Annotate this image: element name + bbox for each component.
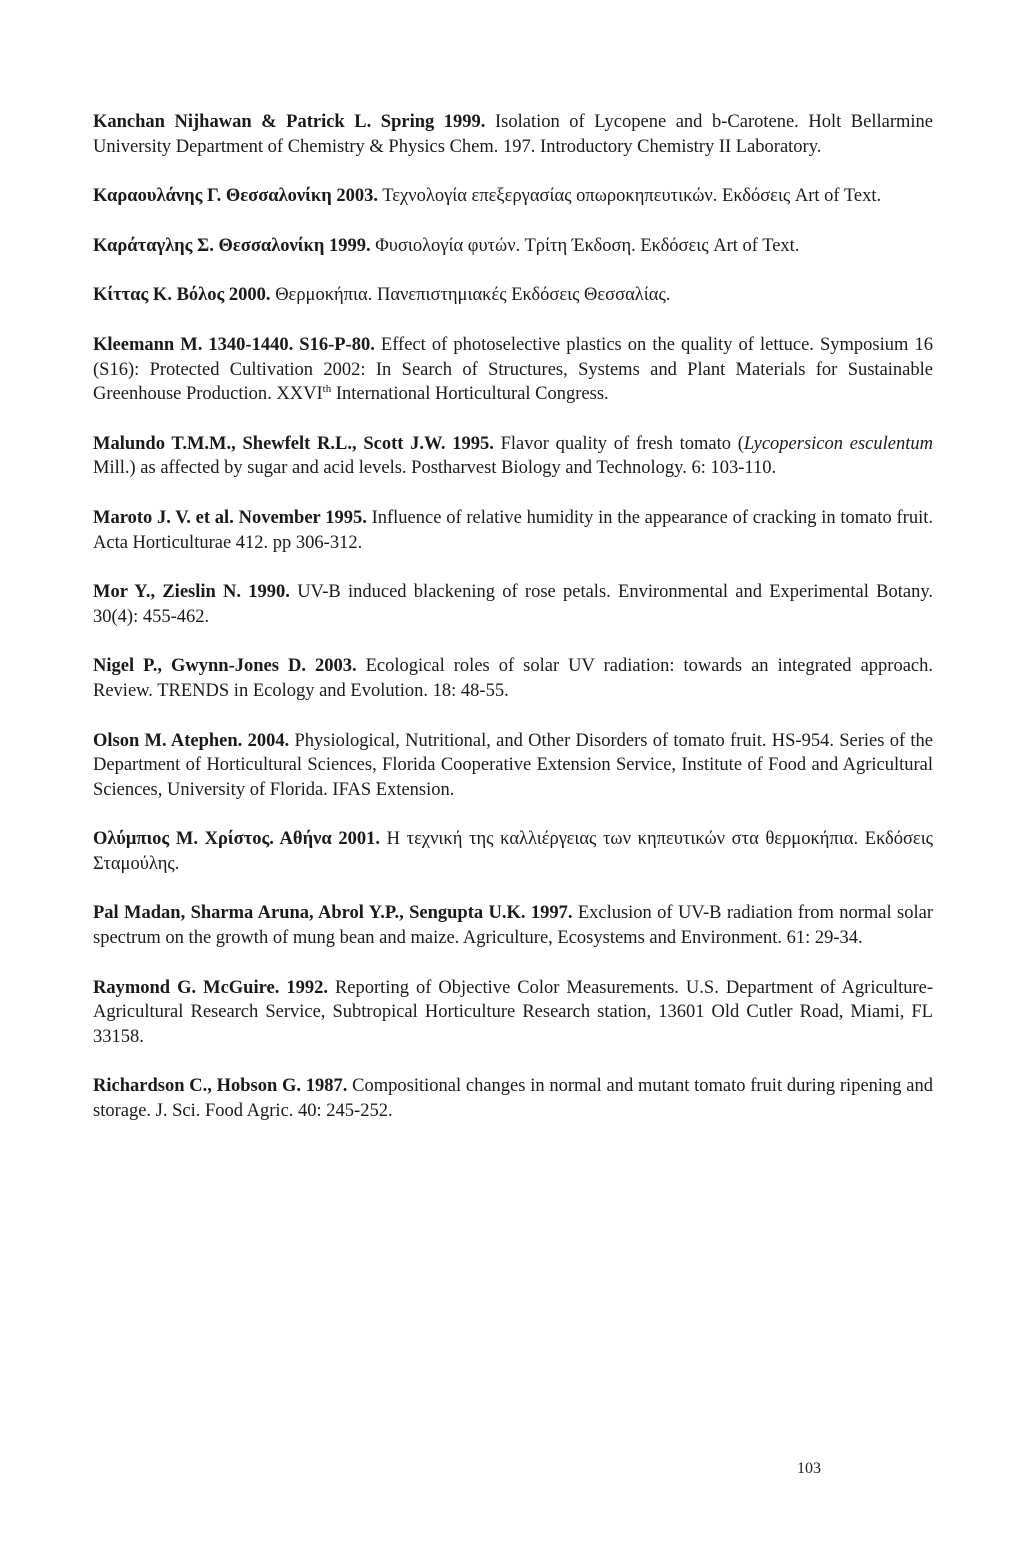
reference-entry: [93, 827, 933, 876]
reference-entry: [93, 901, 933, 950]
reference-superscript: th: [322, 383, 332, 395]
reference-authors: Richardson C., Hobson G. 1987.: [93, 1076, 348, 1097]
reference-authors: Olson M. Atephen. 2004.: [93, 730, 290, 751]
reference-authors: Nigel P., Gwynn-Jones D. 2003.: [93, 656, 357, 677]
reference-text-continued: Mill.) as affected by sugar and acid levels. Postharvest Biology and Technology. 6: 103-110.: [93, 458, 777, 479]
reference-entry: [93, 654, 933, 703]
reference-text: Physiological, Nutritional, and Other Disorders of tomato fruit. HS-954. Series of the Department of Horticultural Sciences, Florida Cooperative Extension Service, Institute of Food and Agricultural Sciences, University of Florida. IFAS Extension.: [93, 730, 933, 800]
reference-text: Effect of photoselective plastics on the quality of lettuce. Symposium 16 (S16): Protected Cultivation 2002: In Search of Structures, Systems and Plant Materials for Sustainable Greenhouse Production. XXVI: [93, 334, 933, 405]
reference-authors: Καράταγλης Σ. Θεσσαλονίκη 1999.: [93, 235, 371, 256]
reference-list: [93, 110, 933, 1149]
reference-entry: [93, 976, 933, 1050]
reference-text: Exclusion of UV-B radiation from normal solar spectrum on the growth of mung bean and maize. Agriculture, Ecosystems and Environment. 61: 29-34.: [93, 903, 933, 949]
reference-authors: Kanchan Nijhawan & Patrick L. Spring 1999.: [93, 112, 486, 132]
reference-authors: Pal Madan, Sharma Aruna, Abrol Y.P., Sengupta U.K. 1997.: [93, 903, 573, 924]
page-number: 103: [797, 1460, 821, 1477]
reference-text: Φυσιολογία φυτών. Τρίτη Έκδοση. Εκδόσεις Art of Text.: [370, 235, 800, 256]
reference-text: Flavor quality of fresh tomato (: [493, 433, 744, 454]
reference-entry: [93, 283, 933, 308]
reference-text: Reporting of Objective Color Measurements. U.S. Department of Agriculture-Agricultural Research Service, Subtropical Horticulture Research station, 13601 Old Cutler Road, Miami, FL 33158.: [93, 977, 933, 1047]
reference-authors: Malundo T.M.M., Shewfelt R.L., Scott J.W. 1995.: [93, 433, 494, 454]
reference-authors: Raymond G. McGuire. 1992.: [93, 977, 328, 998]
reference-text: Θερμοκήπια. Πανεπιστημιακές Εκδόσεις Θεσσαλίας.: [270, 285, 671, 306]
reference-entry: [93, 580, 933, 629]
reference-entry: [93, 184, 933, 209]
reference-entry: [93, 110, 933, 159]
reference-text: Ecological roles of solar UV radiation: towards an integrated approach. Review. TRENDS in Ecology and Evolution. 18: 48-55.: [93, 656, 933, 701]
reference-authors: Maroto J. V. et al. November 1995.: [93, 507, 367, 528]
reference-text: Τεχνολογία επεξεργασίας οπωροκηπευτικών. Εκδόσεις Art of Text.: [377, 186, 882, 207]
reference-authors: Ολύμπιος Μ. Χρίστος. Αθήνα 2001.: [93, 829, 380, 850]
reference-text: Compositional changes in normal and mutant tomato fruit during ripening and storage. J. Sci. Food Agric. 40: 245-252.: [93, 1076, 934, 1122]
reference-entry: [93, 333, 933, 407]
reference-entry: [93, 432, 933, 481]
reference-entry: [93, 234, 933, 259]
reference-text: Influence of relative humidity in the appearance of cracking in tomato fruit. Acta Horticulturae 412. pp 306-312.: [93, 507, 933, 553]
reference-text: Isolation of Lycopene and b-Carotene. Holt Bellarmine University Department of Chemistry & Physics Chem. 197. Introductory Chemistry II Laboratory.: [93, 112, 933, 157]
reference-entry: [93, 1074, 933, 1123]
reference-text: UV-B induced blackening of rose petals. Environmental and Experimental Botany. 30(4): 455-462.: [93, 582, 933, 627]
reference-species-name: Lycopersicon esculentum: [743, 433, 933, 454]
reference-text: Η τεχνική της καλλιέργειας των κηπευτικών στα θερμοκήπια. Εκδόσεις Σταμούλης.: [93, 829, 933, 874]
reference-authors: Κίττας Κ. Βόλος 2000.: [93, 285, 271, 306]
reference-entry: [93, 506, 933, 555]
reference-authors: Kleemann M. 1340-1440. S16-P-80.: [93, 334, 375, 355]
reference-text-continued: International Horticultural Congress.: [331, 384, 609, 405]
reference-authors: Mor Y., Zieslin N. 1990.: [93, 582, 290, 603]
reference-entry: [93, 729, 933, 803]
reference-authors: Καραουλάνης Γ. Θεσσαλονίκη 2003.: [93, 186, 378, 207]
